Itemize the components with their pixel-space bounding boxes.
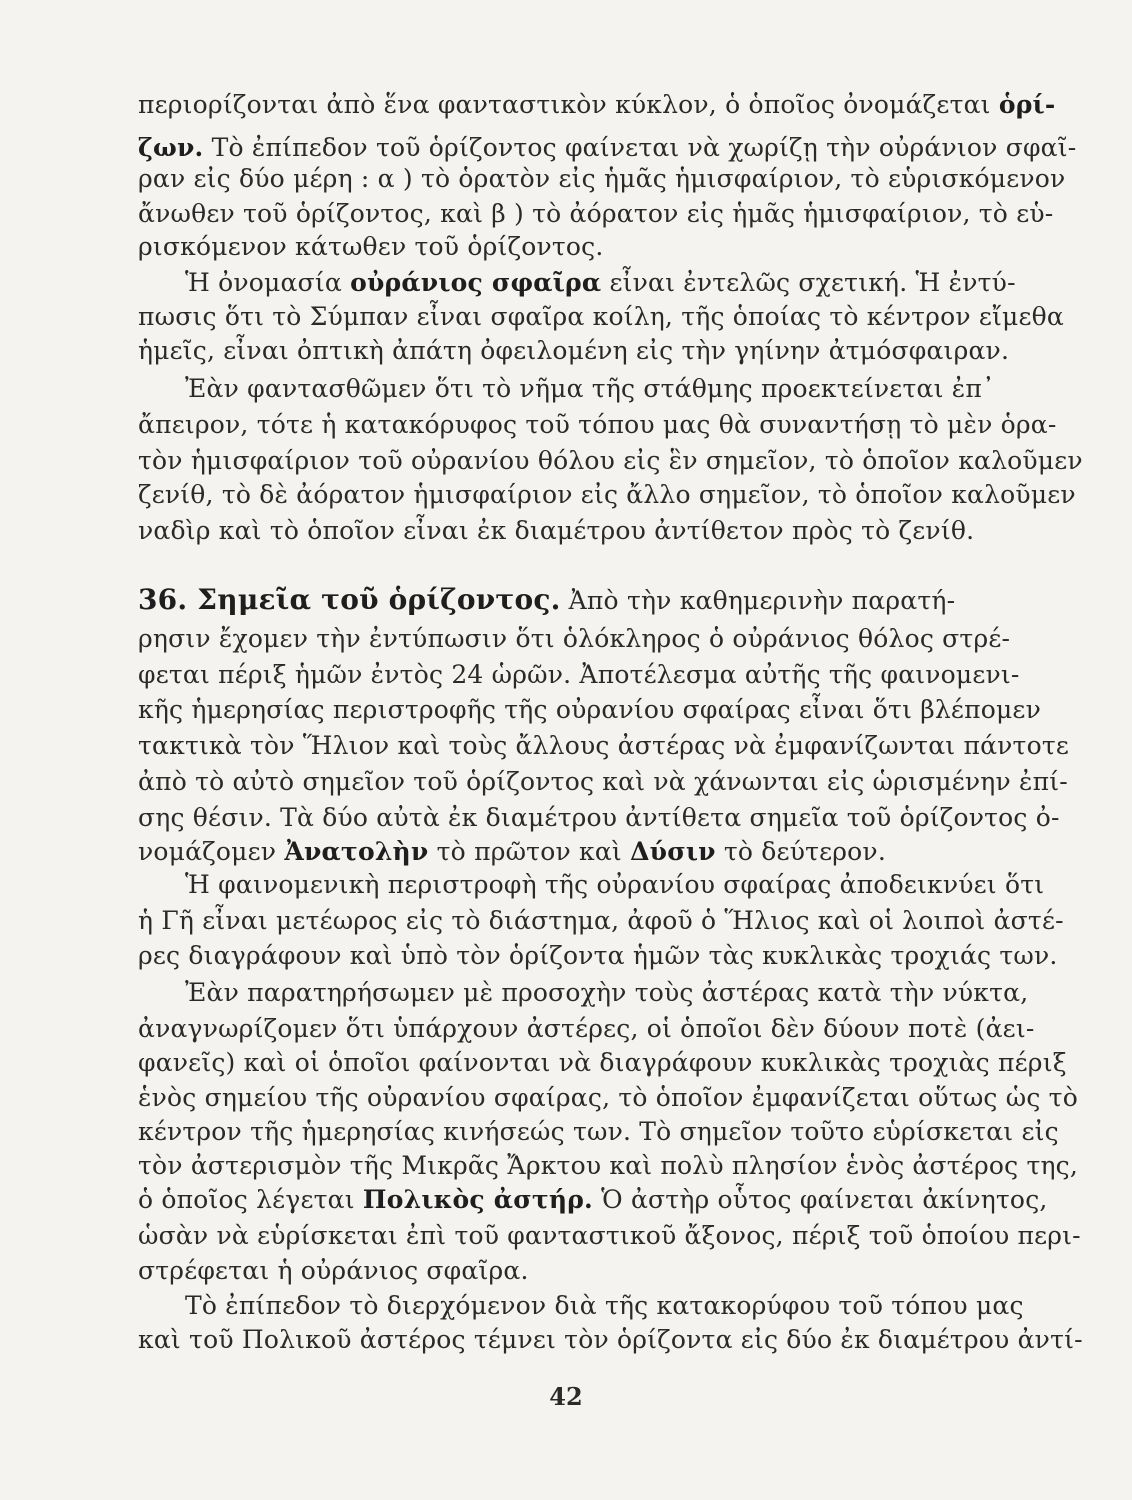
text-line: ρες διαγράφουν καὶ ὑπὸ τὸν ὁρίζοντα ἡμῶν τὰς κυκλικὰς τροχιάς των.	[138, 941, 1058, 970]
text-span: περιορίζονται ἀπὸ ἕνα φανταστικὸν κύκλον, ὁ ὁποῖος ὀνομάζεται	[138, 90, 991, 119]
text-line: ἀπὸ τὸ αὐτὸ σημεῖον τοῦ ὁρίζοντος καὶ νὰ χάνωνται εἰς ὡρισμένην ἐπί-	[138, 767, 1068, 796]
text-line: ἄνωθεν τοῦ ὁρίζοντος, καὶ β ) τὸ ἀόρατον εἰς ἡμᾶς ἡμισφαίριον, τὸ εὑ-	[138, 199, 1054, 228]
term-polar-star: Πολικὸς ἀστήρ.	[362, 1185, 593, 1214]
text-span: Τὸ ἐπίπεδον τοῦ ὁρίζοντος φαίνεται νὰ χωρίζῃ τὴν οὐράνιον σφαῖ-	[211, 133, 1077, 162]
text-span: Ἀπὸ τὴν καθημερινὴν παρατή-	[568, 586, 956, 615]
text-line: ἀναγνωρίζομεν ὅτι ὑπάρχουν ἀστέρες, οἱ ὁποῖοι δὲν δύουν ποτὲ (ἀει-	[138, 1014, 1035, 1043]
text-line: πωσις ὅτι τὸ Σύμπαν εἶναι σφαῖρα κοίλη, τῆς ὁποίας τὸ κέντρον εἴμεθα	[138, 302, 1064, 331]
text-span: τὸ δεύτερον.	[723, 837, 886, 866]
text-line: κῆς ἡμερησίας περιστροφῆς τῆς οὐρανίου σφαίρας εἶναι ὅτι βλέπομεν	[138, 695, 1041, 724]
text-line: φεται πέριξ ἡμῶν ἐντὸς 24 ὡρῶν. Ἀποτέλεσμα αὐτῆς τῆς φαινομενι-	[138, 660, 1020, 689]
text-span: Ὁ ἀστὴρ οὗτος φαίνεται ἀκίνητος,	[601, 1185, 1048, 1214]
text-line: κέντρον τῆς ἡμερησίας κινήσεώς των. Τὸ σημεῖον τοῦτο εὑρίσκεται εἰς	[138, 1117, 1059, 1146]
text-line	[138, 1185, 1048, 1215]
text-span: ὁ ὁποῖος λέγεται	[138, 1185, 355, 1214]
text-line: ραν εἰς δύο μέρη : α ) τὸ ὁρατὸν εἰς ἡμᾶς ἡμισφαίριον, τὸ εὑρισκόμενον	[138, 164, 1066, 193]
text-line: ὡσὰν νὰ εὑρίσκεται ἐπὶ τοῦ φανταστικοῦ ἄξονος, πέριξ τοῦ ὁποίου περι-	[138, 1221, 1081, 1250]
text-line: στρέφεται ἡ οὐράνιος σφαῖρα.	[138, 1256, 529, 1285]
text-span: νομάζομεν	[138, 837, 277, 866]
text-line: φανεῖς) καὶ οἱ ὁποῖοι φαίνονται νὰ διαγράφουν κυκλικὰς τροχιὰς πέριξ	[138, 1048, 1067, 1077]
text-line: Ἡ φαινομενικὴ περιστροφὴ τῆς οὐρανίου σφαίρας ἀποδεικνύει ὅτι	[185, 870, 1045, 899]
text-line: τακτικὰ τὸν Ἥλιον καὶ τοὺς ἄλλους ἀστέρας νὰ ἐμφανίζωνται πάντοτε	[138, 731, 1070, 760]
text-line: ρησιν ἔχομεν τὴν ἐντύπωσιν ὅτι ὁλόκληρος ὁ οὐράνιος θόλος στρέ-	[138, 624, 1011, 653]
section-heading-line	[138, 585, 998, 616]
text-line: ζενίθ, τὸ δὲ ἀόρατον ἡμισφαίριον εἰς ἄλλο σημεῖον, τὸ ὁποῖον καλοῦμεν	[138, 480, 1076, 509]
term-east: Ἀνατολὴν	[284, 837, 429, 866]
text-line: τὸν ἡμισφαίριον τοῦ οὐρανίου θόλου εἰς ἓν σημεῖον, τὸ ὁποῖον καλοῦμεν	[138, 446, 1083, 475]
text-span: Ἡ ὀνομασία	[185, 268, 342, 297]
text-line: ἄπειρον, τότε ἡ κατακόρυφος τοῦ τόπου μας θὰ συναντήσῃ τὸ μὲν ὁρα-	[138, 410, 1057, 439]
text-line: ἡ Γῆ εἶναι μετέωρος εἰς τὸ διάστημα, ἀφοῦ ὁ Ἥλιος καὶ οἱ λοιποὶ ἀστέ-	[138, 906, 1064, 935]
section-heading: 36. Σημεῖα τοῦ ὁρίζοντος.	[138, 583, 561, 616]
text-line	[185, 268, 1016, 298]
text-line: ναδὶρ καὶ τὸ ὁποῖον εἶναι ἐκ διαμέτρου ἀντίθετον πρὸς τὸ ζενίθ.	[138, 516, 975, 545]
term-horizon-end: ζων.	[138, 133, 204, 162]
text-line	[138, 837, 998, 867]
text-line: τὸν ἀστερισμὸν τῆς Μικρᾶς Ἄρκτου καὶ πολὺ πλησίον ἑνὸς ἀστέρος της,	[138, 1151, 1079, 1180]
text-line: ἑνὸς σημείου τῆς οὐρανίου σφαίρας, τὸ ὁποῖον ἐμφανίζεται οὕτως ὡς τὸ	[138, 1083, 1078, 1112]
term-celestial-sphere: οὐράνιος σφαῖρα	[350, 268, 602, 297]
text-line	[138, 90, 1056, 120]
text-span: τὸ πρῶτον καὶ	[436, 837, 622, 866]
text-line: Ἐὰν παρατηρήσωμεν μὲ προσοχὴν τοὺς ἀστέρας κατὰ τὴν νύκτα,	[185, 978, 1029, 1007]
text-line: σης θέσιν. Τὰ δύο αὐτὰ ἐκ διαμέτρου ἀντίθετα σημεῖα τοῦ ὁρίζοντος ὀ-	[138, 803, 1060, 832]
text-line: ρισκόμενον κάτωθεν τοῦ ὁρίζοντος.	[138, 232, 604, 261]
term-west: Δύσιν	[630, 837, 716, 866]
text-line: Τὸ ἐπίπεδον τὸ διερχόμενον διὰ τῆς κατακορύφου τοῦ τόπου μας	[185, 1291, 1024, 1320]
page-number: 42	[549, 1382, 583, 1411]
term-horizon: ὁρί-	[998, 90, 1056, 119]
text-line: Ἐὰν φαντασθῶμεν ὅτι τὸ νῆμα τῆς στάθμης προεκτείνεται ἐπ᾿	[185, 374, 995, 403]
text-line	[138, 133, 1077, 163]
text-span: εἶναι ἐντελῶς σχετική. Ἡ ἐντύ-	[609, 268, 1016, 297]
text-line: ἡμεῖς, εἶναι ὀπτικὴ ἀπάτη ὀφειλομένη εἰς τὴν γηίνην ἀτμόσφαιραν.	[138, 336, 1010, 365]
text-line: καὶ τοῦ Πολικοῦ ἀστέρος τέμνει τὸν ὁρίζοντα εἰς δύο ἐκ διαμέτρου ἀντί-	[138, 1325, 1083, 1354]
